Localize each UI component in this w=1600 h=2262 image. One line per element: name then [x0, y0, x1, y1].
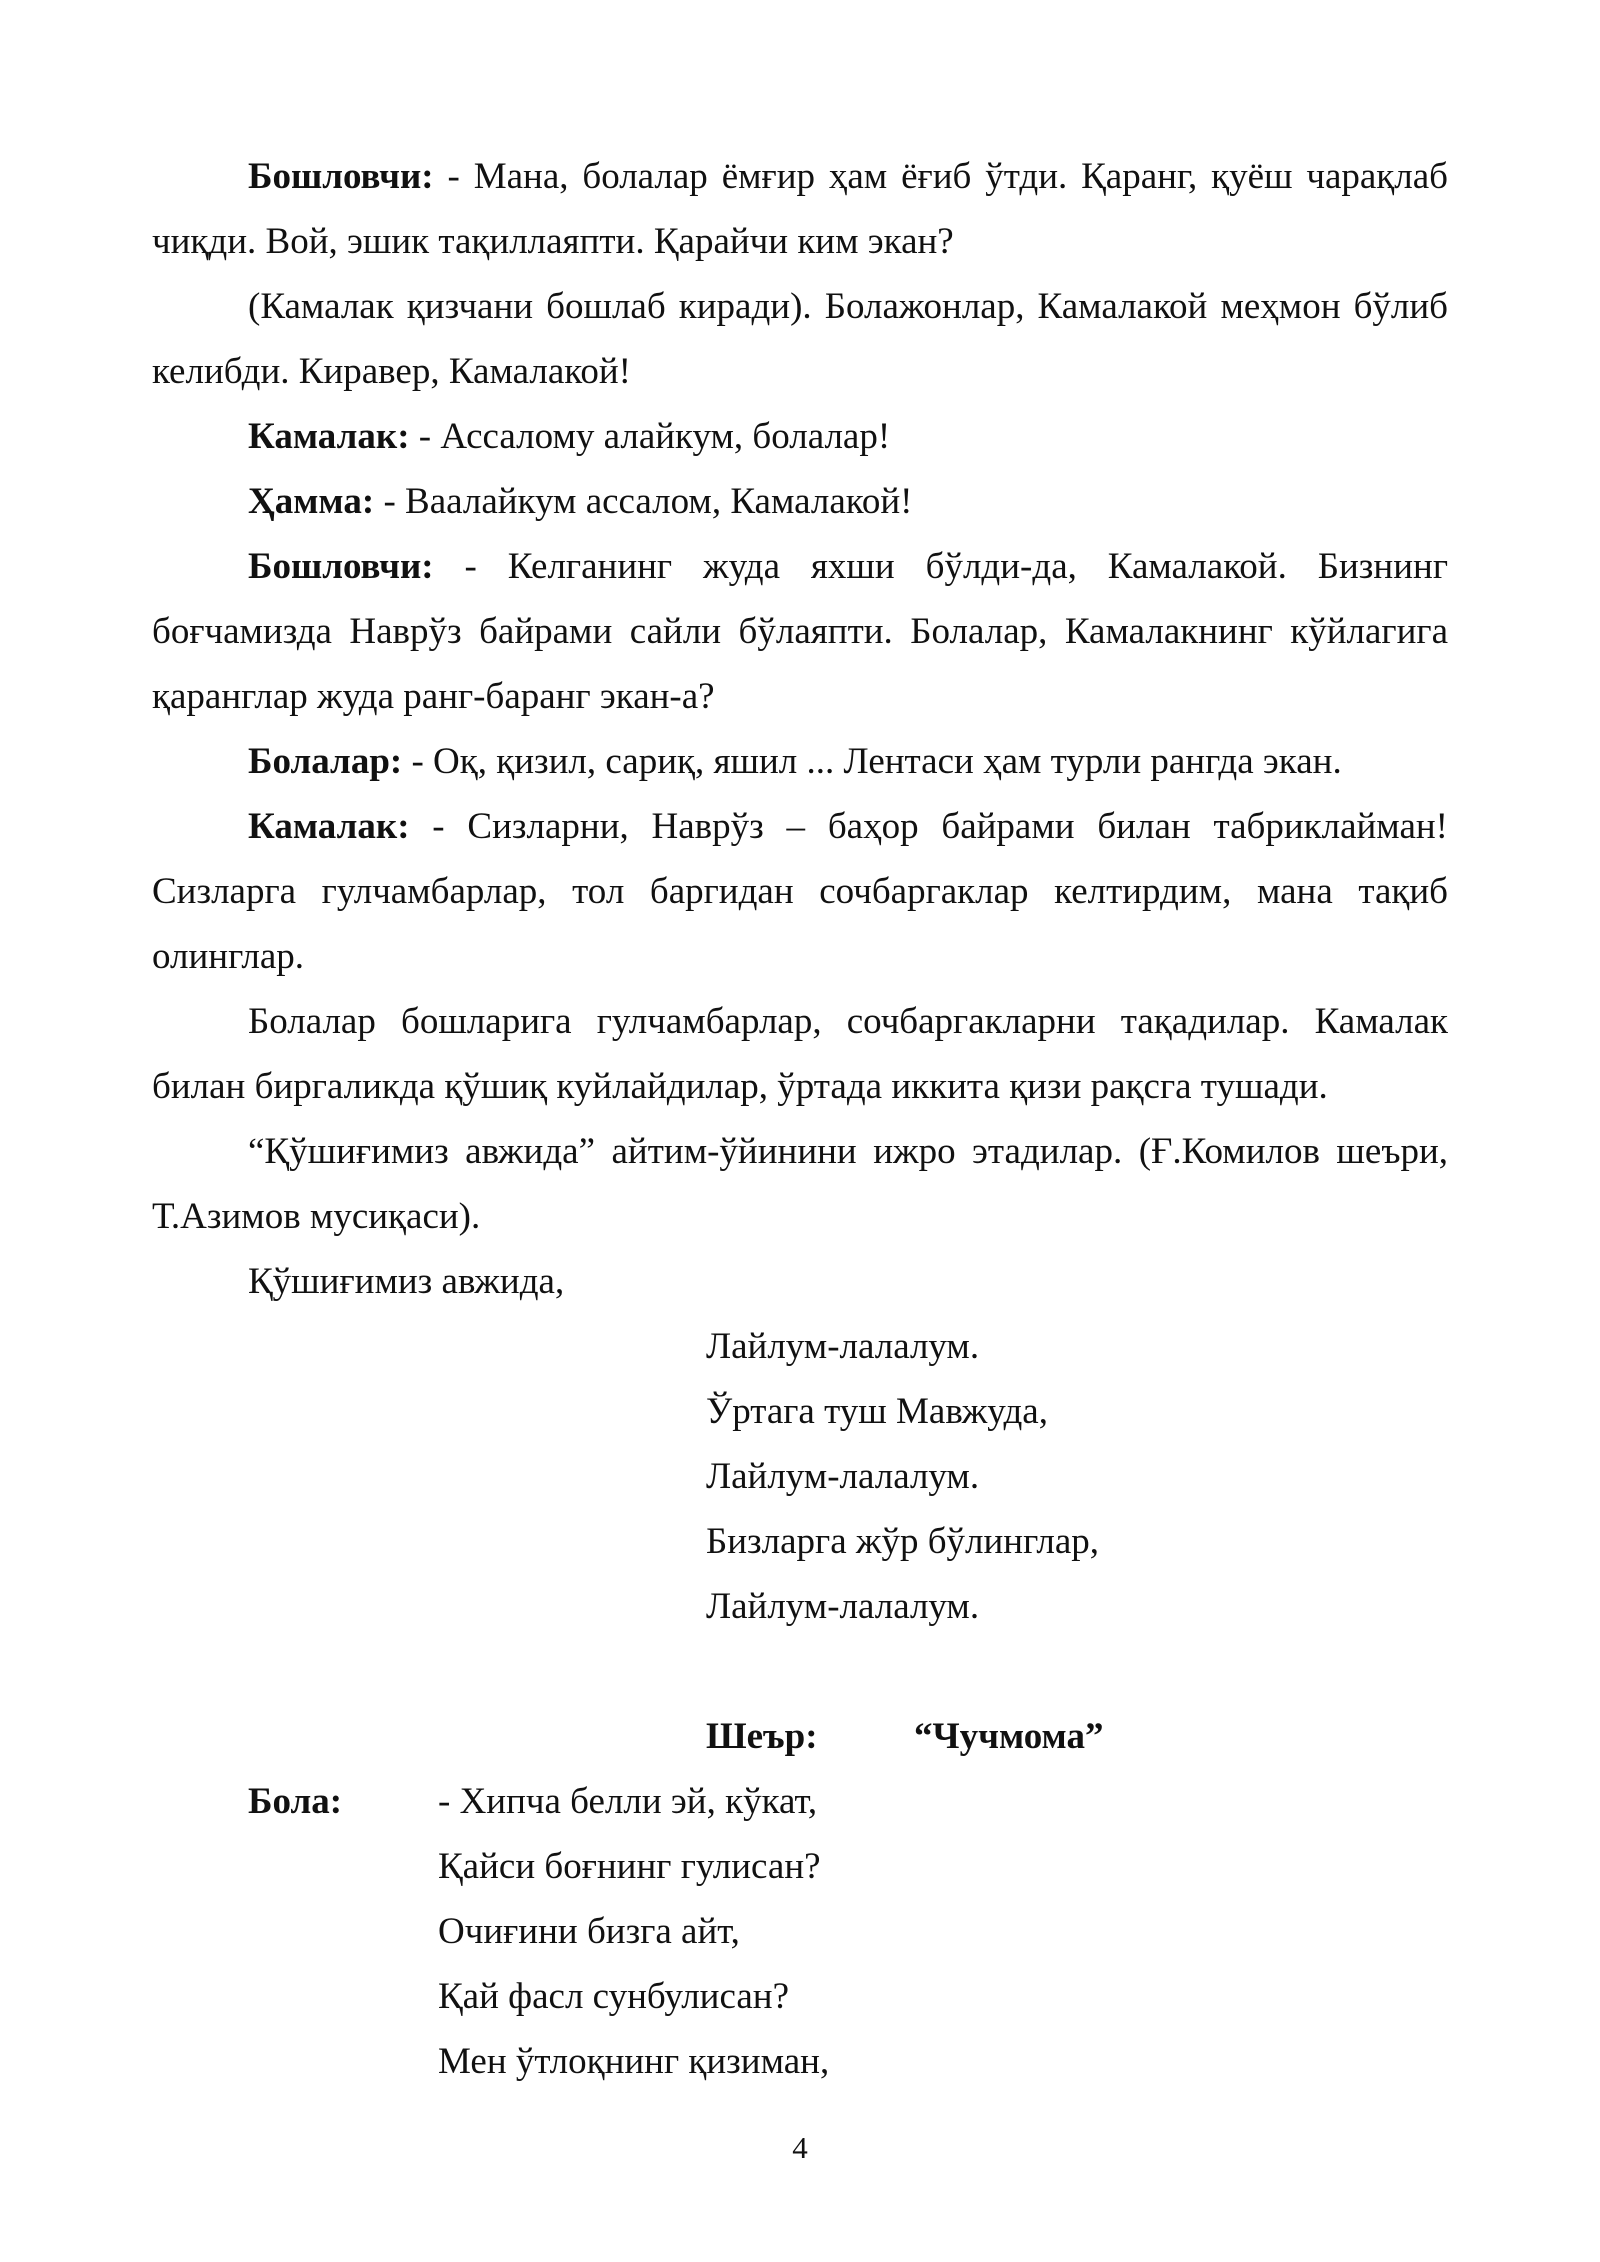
dialogue-paragraph: [152, 469, 1448, 534]
dialogue-text: - Сизларни, Наврўз – баҳор байрами билан табриклайман! Сизларга гулчамбарлар, тол баргидан сочбаргаклар келтирдим, мана тақиб олинглар.: [152, 806, 1448, 977]
song-line: Лайлум-лалалум.: [706, 1326, 980, 1367]
page-number: 4: [792, 2130, 808, 2165]
poem-heading-title: “Чучмома”: [914, 1716, 1104, 1757]
poem-line: Мен ўтлоқнинг қизиман,: [438, 2041, 830, 2082]
dialogue-paragraph: [152, 404, 1448, 469]
poem-line: Қайси боғнинг гулисан?: [438, 1846, 821, 1887]
speaker-label: Болалар:: [248, 741, 403, 782]
dialogue-text: - Ассалому алайкум, болалар!: [409, 416, 891, 457]
dialogue-paragraph: [152, 534, 1448, 729]
speaker-label: Камалак:: [248, 416, 410, 457]
speaker-label: Бошловчи:: [248, 546, 434, 587]
song-line: Лайлум-лалалум.: [706, 1456, 980, 1497]
dialogue-text: - Ваалайкум ассалом, Камалакой!: [374, 481, 913, 522]
dialogue-text: - Келганинг жуда яхши бўлди-да, Камалакой. Бизнинг боғчамизда Наврўз байрами сайли бўлаяпти. Болалар, Камалакнинг кўйлагига қаранглар жуда ранг-баранг экан-а?: [152, 546, 1448, 717]
stage-direction: [152, 989, 1448, 1119]
speaker-label: Ҳамма:: [248, 481, 375, 522]
poem-line: - Хипча белли эй, кўкат,: [438, 1781, 818, 1822]
dialogue-paragraph: [152, 144, 1448, 274]
dialogue-text: “Қўшиғимиз авжида” айтим-ўйинини ижро этадилар. (Ғ.Комилов шеъри, Т.Азимов мусиқаси).: [152, 1131, 1448, 1237]
poem-line: Қай фасл сунбулисан?: [438, 1976, 789, 2017]
dialogue-text: (Камалак қизчани бошлаб киради). Болажонлар, Камалакой меҳмон бўлиб келибди. Киравер, Камалакой!: [152, 286, 1448, 392]
song-line: Бизларга жўр бўлинглар,: [706, 1521, 1100, 1562]
poem-heading-label: Шеър:: [706, 1716, 818, 1757]
speaker-label: Камалак:: [248, 806, 410, 847]
dialogue-text: - Мана, болалар ёмғир ҳам ёғиб ўтди. Қаранг, қуёш чарақлаб чиқди. Вой, эшик тақиллаяпти. Қарайчи ким экан?: [152, 156, 1448, 262]
song-first-line: Қўшиғимиз авжида,: [248, 1261, 565, 1302]
speaker-label: Бошловчи:: [248, 156, 434, 197]
dialogue-paragraph: [152, 794, 1448, 989]
song-line: Ўртага туш Мавжуда,: [706, 1391, 1048, 1432]
poem-speaker: Бола:: [248, 1781, 343, 1822]
poem-line: Очиғини бизга айт,: [438, 1911, 740, 1952]
dialogue-text: - Оқ, қизил, сариқ, яшил ... Лентаси ҳам турли рангда экан.: [402, 741, 1342, 782]
song-line: Лайлум-лалалум.: [706, 1586, 980, 1627]
dialogue-text: Болалар бошларига гулчамбарлар, сочбаргакларни тақадилар. Камалак билан биргаликда қўшиқ куйлайдилар, ўртада иккита қизи рақсга тушади.: [152, 1001, 1448, 1107]
stage-direction: [152, 1119, 1448, 1249]
dialogue-paragraph: [152, 729, 1448, 794]
dialogue-paragraph: [152, 274, 1448, 404]
